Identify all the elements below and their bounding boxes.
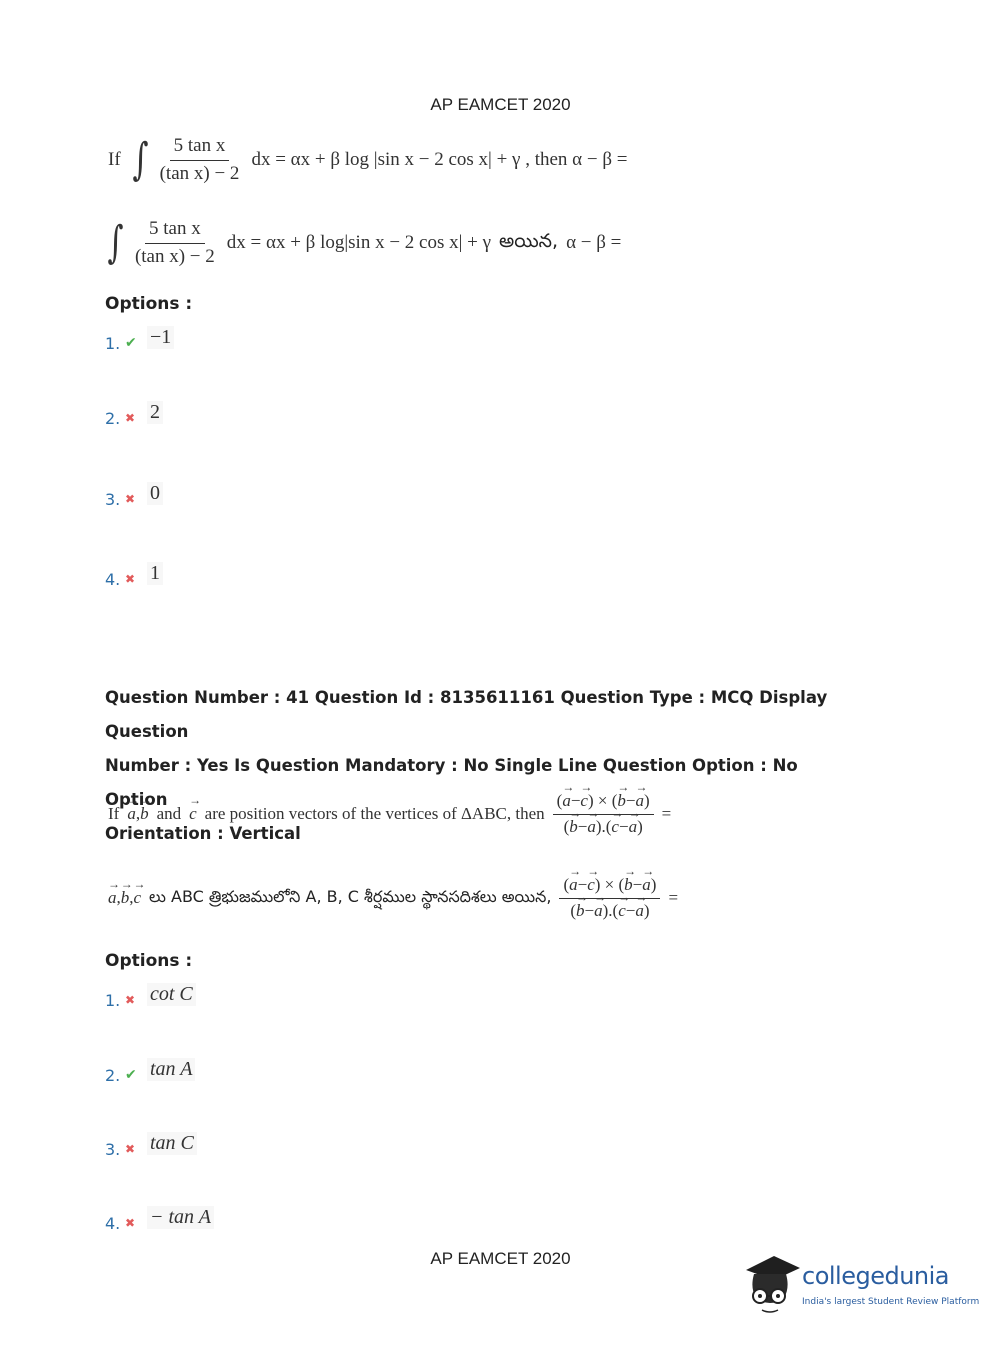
q1-option-3-value: 0 bbox=[147, 482, 163, 505]
q1-option-4-number: 4. bbox=[105, 570, 121, 589]
q2-option-2-value: tan A bbox=[147, 1058, 195, 1081]
q1-fraction-numerator: 5 tan x bbox=[170, 136, 230, 161]
q2-te-text: లు ABC త్రిభుజములోని A, B, C శీర్షముల స్థానసదిశలు అయిన, bbox=[149, 886, 552, 906]
q2-option-4 bbox=[105, 1206, 214, 1233]
q1-option-4 bbox=[105, 562, 163, 589]
q1-fraction-denominator: (tan x) − 2 bbox=[159, 162, 240, 184]
vector-c: → c bbox=[189, 804, 197, 824]
q2-option-4-value: − tan A bbox=[147, 1206, 214, 1229]
q2-option-3-value: tan C bbox=[147, 1132, 197, 1155]
integral-sign-icon: ∫ bbox=[107, 217, 124, 269]
cross-icon: ✖ bbox=[125, 572, 136, 586]
q2-meta-line-3: Orientation : Vertical bbox=[105, 824, 301, 843]
q2-option-1 bbox=[105, 983, 196, 1010]
logo-name: collegedunia bbox=[802, 1262, 950, 1290]
check-icon: ✔ bbox=[125, 334, 137, 350]
q1-te-expression: dx = αx + β log|sin x − 2 cos x| + γ bbox=[226, 232, 492, 254]
integral-sign-icon: ∫ bbox=[132, 134, 149, 186]
logo-tagline: India's largest Student Review Platform bbox=[802, 1297, 980, 1307]
q1-fraction bbox=[156, 136, 244, 185]
q1-option-2-number: 2. bbox=[105, 409, 121, 428]
q2-option-3-number: 3. bbox=[105, 1140, 121, 1159]
q2-te-fraction bbox=[559, 876, 660, 920]
q2-option-2 bbox=[105, 1058, 195, 1085]
q1-te-end: α − β = bbox=[566, 232, 622, 254]
q2-meta-line-2: Number : Yes Is Question Mandatory : No Single Line Question Option : No Option bbox=[105, 756, 798, 809]
vector-b: → b bbox=[121, 888, 130, 908]
q2-fraction-numerator: (→ a−→ c) × (→ b−→ a) bbox=[553, 792, 654, 815]
q1-english-statement bbox=[108, 136, 627, 185]
q2-and-label: and bbox=[156, 804, 182, 824]
collegedunia-logo bbox=[740, 1248, 980, 1320]
q1-te-fraction bbox=[131, 219, 219, 268]
q2-english-statement: If → a , → b and → c are position vectors of the vertices of ΔABC, then $\frac{(\to a-\to c) \times (\to b-\to a)}{(\to b-\to a).(\to c-\to a)}$ = bbox=[108, 792, 671, 836]
q2-option-1-number: 1. bbox=[105, 991, 121, 1010]
q2-option-3 bbox=[105, 1132, 197, 1159]
q2-telugu-statement: → a , → b , → c లు ABC త్రిభుజములోని A, B, C శీర్షముల స్థానసదిశలు అయిన, $\frac{(\to a-\to c) \times (\to b-\to a)}{(\to b-\to a).(\to c-\to a)}$ = bbox=[108, 876, 678, 920]
q1-option-1 bbox=[105, 326, 174, 353]
q2-option-2-number: 2. bbox=[105, 1066, 121, 1085]
q2-equals-sign: = bbox=[661, 804, 672, 824]
q2-fraction bbox=[553, 792, 654, 836]
page-header: AP EAMCET 2020 bbox=[430, 95, 571, 114]
q1-expression: dx = αx + β log |sin x − 2 cos x| + γ , then α − β = bbox=[251, 149, 628, 171]
cross-icon: ✖ bbox=[125, 411, 136, 425]
q1-telugu-statement bbox=[104, 219, 621, 268]
q2-position-text: are position vectors of the vertices of ΔABC, then bbox=[204, 804, 545, 824]
cross-icon: ✖ bbox=[125, 1216, 136, 1230]
q2-options-title: Options : bbox=[105, 951, 193, 971]
q1-options-title: Options : bbox=[105, 294, 193, 314]
q1-te-fraction-numerator: 5 tan x bbox=[145, 219, 205, 244]
vector-a: → a bbox=[108, 888, 117, 908]
vector-b: → b bbox=[140, 804, 149, 824]
q1-if-label: If bbox=[108, 149, 121, 171]
cross-icon: ✖ bbox=[125, 492, 136, 506]
q1-option-3 bbox=[105, 482, 163, 509]
q1-option-2 bbox=[105, 401, 163, 428]
cross-icon: ✖ bbox=[125, 993, 136, 1007]
q2-if-label: If bbox=[108, 804, 120, 824]
q2-meta-line-1: Question Number : 41 Question Id : 8135611161 Question Type : MCQ Display Question bbox=[105, 688, 828, 741]
q2-option-1-value: cot C bbox=[147, 983, 196, 1006]
q1-te-fraction-denominator: (tan x) − 2 bbox=[134, 245, 215, 267]
page-footer: AP EAMCET 2020 bbox=[430, 1249, 571, 1268]
q1-te-word: అయిన, bbox=[499, 229, 559, 252]
q2-te-equals-sign: = bbox=[668, 888, 679, 908]
q1-option-3-number: 3. bbox=[105, 490, 121, 509]
q1-option-1-value: −1 bbox=[147, 326, 174, 349]
vector-a: → a bbox=[127, 804, 136, 824]
q1-option-1-number: 1. bbox=[105, 334, 121, 353]
q1-option-4-value: 1 bbox=[147, 562, 163, 585]
q2-te-fraction-numerator: (→ a−→ c) × (→ b−→ a) bbox=[559, 876, 660, 899]
cross-icon: ✖ bbox=[125, 1142, 136, 1156]
vector-c: → c bbox=[134, 888, 142, 908]
q1-option-2-value: 2 bbox=[147, 401, 163, 424]
q2-te-fraction-denominator: (→ b−→ a).(→ c−→ a) bbox=[566, 899, 653, 921]
q2-option-4-number: 4. bbox=[105, 1214, 121, 1233]
check-icon: ✔ bbox=[125, 1066, 137, 1082]
graduate-mascot-icon bbox=[740, 1248, 802, 1320]
q2-fraction-denominator: (→ b−→ a).(→ c−→ a) bbox=[560, 815, 647, 837]
